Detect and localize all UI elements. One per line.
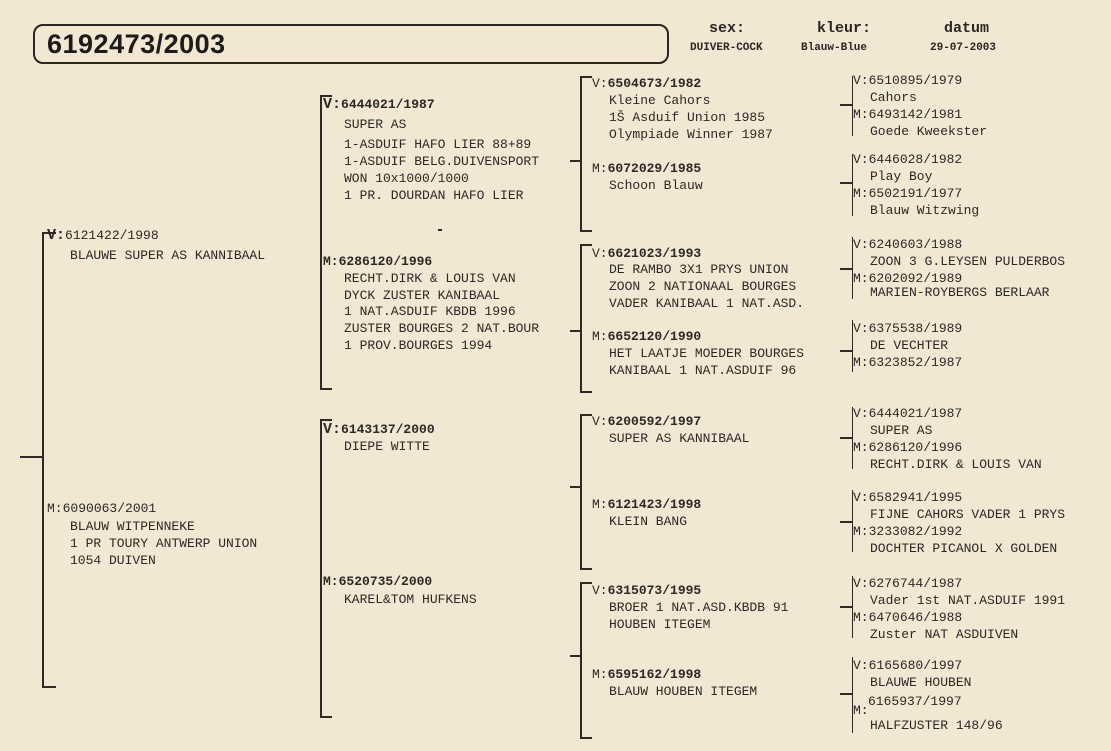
gen3-entry-7: V:6315073/1995 (592, 583, 702, 598)
gen4-entry-name: Blauw Witzwing (870, 203, 980, 218)
gen3-bracket-3 (580, 414, 582, 569)
gen3-entry-1: V:6504673/1982 (592, 76, 702, 91)
gen2-entry-4: M:6520735/2000 (323, 574, 433, 589)
gen3-entry-4-line: KANIBAAL 1 NAT.ASDUIF 96 (609, 363, 797, 378)
gen3-entry-1-line: 1Š Asduif Union 1985 (609, 110, 766, 125)
gen3-bracket-4-foot (580, 737, 592, 739)
gen2-entry-1-line: SUPER AS (344, 117, 407, 132)
sex-label: sex: (709, 20, 746, 37)
gen3-bracket-1-foot (580, 230, 592, 232)
gen3-bracket-2-cap (580, 244, 592, 246)
gen4-entry-name: FIJNE CAHORS VADER 1 PRYS (870, 507, 1066, 522)
gen4-tick-3 (840, 268, 852, 270)
gen4-tick-8 (840, 693, 852, 695)
color-value: Blauw-Blue (801, 42, 868, 54)
gen4-entry-name: DOCHTER PICANOL X GOLDEN (870, 541, 1058, 556)
sex-value: DUIVER-COCK (690, 42, 763, 54)
gen2-entry-2-line: DYCK ZUSTER KANIBAAL (344, 288, 501, 303)
gen1-bracket (42, 232, 44, 688)
gen3-entry-3-line: DE RAMBO 3X1 PRYS UNION (609, 262, 789, 277)
gen4-entry: V:6582941/1995 (853, 490, 963, 505)
gen2-entry-1-line: WON 10x1000/1000 (344, 171, 469, 186)
gen3-entry-2-line: Schoon Blauw (609, 178, 703, 193)
gen2-entry-2-line: RECHT.DIRK & LOUIS VAN (344, 271, 516, 286)
gen4-entry: V:6165680/1997 (853, 658, 963, 673)
gen4-entry: V:6276744/1987 (853, 576, 963, 591)
gen3-entry-8-line: BLAUW HOUBEN ITEGEM (609, 684, 758, 699)
gen1-bracket-bottom (42, 686, 56, 688)
gen4-entry: M:6202092/1989 (853, 271, 963, 286)
gen3-entry-3-line: VADER KANIBAAL 1 NAT.ASD. (609, 296, 805, 311)
gen4-entry-ring: 6165937/1997 (868, 694, 962, 709)
gen3-bracket-4-tick (570, 655, 580, 657)
gen2-entry-1: V:6444021/1987 (323, 96, 435, 113)
gen4-entry-name: ZOON 3 G.LEYSEN PULDERBOS (870, 254, 1066, 269)
gen4-entry-name: Goede Kweekster (870, 124, 988, 139)
gen3-entry-5: V:6200592/1997 (592, 414, 702, 429)
date-label: datum (944, 20, 990, 37)
gen3-entry-4-line: HET LAATJE MOEDER BOURGES (609, 346, 805, 361)
gen4-entry-name: BLAUWE HOUBEN (870, 675, 972, 690)
gen3-entry-7-line: HOUBEN ITEGEM (609, 617, 711, 632)
gen3-entry-1-line: Olympiade Winner 1987 (609, 127, 773, 142)
gen2-bracket-bottom (320, 419, 322, 717)
gen2-entry-1-line: 1-ASDUIF HAFO LIER 88+89 (344, 137, 532, 152)
gen4-tick-1 (840, 104, 852, 106)
gen1-dam-line: BLAUW WITPENNEKE (70, 519, 195, 534)
gen4-entry-name: MARIEN-ROYBERGS BERLAAR (870, 285, 1050, 300)
gen3-entry-6: M:6121423/1998 (592, 497, 702, 512)
gen4-entry: V:6446028/1982 (853, 152, 963, 167)
root-connector (20, 456, 42, 458)
gen4-entry: M:3233082/1992 (853, 524, 963, 539)
gen4-entry-name: Vader 1st NAT.ASDUIF 1991 (870, 593, 1066, 608)
gen2-entry-2: M:6286120/1996 (323, 254, 433, 269)
gen2-center-tick (438, 229, 442, 231)
gen4-entry: M:6470646/1988 (853, 610, 963, 625)
gen4-entry-name: SUPER AS (870, 423, 933, 438)
gen3-entry-3: V:6621023/1993 (592, 246, 702, 261)
color-label: kleur: (817, 20, 872, 37)
gen1-dam-line: 1054 DUIVEN (70, 553, 156, 568)
gen4-tick-2 (840, 182, 852, 184)
gen2-bracket-top (320, 95, 322, 389)
gen1-dam: M:6090063/2001 (47, 501, 157, 516)
gen3-entry-4: M:6652120/1990 (592, 329, 702, 344)
gen4-entry-name: HALFZUSTER 148/96 (870, 718, 1003, 733)
gen4-entry-role: M: (853, 703, 869, 718)
pedigree-title: 6192473/2003 (47, 29, 226, 59)
gen4-tick-4 (840, 350, 852, 352)
gen2-entry-3-line: DIEPE WITTE (344, 439, 430, 454)
date-value: 29-07-2003 (930, 42, 997, 54)
gen1-sire: V:6121422/1998 (47, 227, 159, 244)
gen4-entry: V:6510895/1979 (853, 73, 963, 88)
gen4-entry-name: Cahors (870, 90, 917, 105)
gen3-bracket-2 (580, 244, 582, 392)
gen2-entry-1-line: 1 PR. DOURDAN HAFO LIER (344, 188, 524, 203)
gen2-entry-1-line: 1-ASDUIF BELG.DUIVENSPORT (344, 154, 540, 169)
gen2-entry-2-line: ZUSTER BOURGES 2 NAT.BOUR (344, 321, 540, 336)
gen2-bracket-top-foot (320, 388, 332, 390)
gen3-bracket-4-cap (580, 582, 592, 584)
gen4-entry-name: RECHT.DIRK & LOUIS VAN (870, 457, 1042, 472)
gen1-sire-line: BLAUWE SUPER AS KANNIBAAL (70, 248, 266, 263)
gen3-entry-7-line: BROER 1 NAT.ASD.KBDB 91 (609, 600, 789, 615)
gen2-entry-2-line: 1 NAT.ASDUIF KBDB 1996 (344, 304, 516, 319)
gen4-entry: M:6286120/1996 (853, 440, 963, 455)
gen3-bracket-3-cap (580, 414, 592, 416)
gen4-tick-7 (840, 606, 852, 608)
gen3-entry-5-line: SUPER AS KANNIBAAL (609, 431, 750, 446)
gen4-entry-name: Play Boy (870, 169, 933, 184)
gen4-tick-5 (840, 437, 852, 439)
gen3-bracket-3-foot (580, 568, 592, 570)
gen4-entry-name: DE VECHTER (870, 338, 949, 353)
gen4-tick-6 (840, 521, 852, 523)
gen3-entry-2: M:6072029/1985 (592, 161, 702, 176)
gen4-entry: V:6240603/1988 (853, 237, 963, 252)
gen4-entry: M:6493142/1981 (853, 107, 963, 122)
gen3-entry-1-line: Kleine Cahors (609, 93, 711, 108)
title-box (33, 24, 669, 64)
gen2-entry-2-line: 1 PROV.BOURGES 1994 (344, 338, 493, 353)
gen3-bracket-4 (580, 582, 582, 738)
gen4-entry: M:6323852/1987 (853, 355, 963, 370)
gen3-entry-3-line: ZOON 2 NATIONAAL BOURGES (609, 279, 797, 294)
gen4-entry: V:6444021/1987 (853, 406, 963, 421)
gen3-bracket-3-tick (570, 486, 580, 488)
gen3-bracket-1-cap (580, 76, 592, 78)
gen2-entry-4-line: KAREL&TOM HUFKENS (344, 592, 477, 607)
gen3-entry-8: M:6595162/1998 (592, 667, 702, 682)
gen4-entry: V:6375538/1989 (853, 321, 963, 336)
gen3-bracket-2-foot (580, 391, 592, 393)
gen4-entry-name: Zuster NAT ASDUIVEN (870, 627, 1019, 642)
gen3-bracket-1 (580, 76, 582, 231)
gen3-bracket-2-tick (570, 330, 580, 332)
gen1-dam-line: 1 PR TOURY ANTWERP UNION (70, 536, 258, 551)
gen3-entry-6-line: KLEIN BANG (609, 514, 688, 529)
gen2-bracket-bottom-foot (320, 716, 332, 718)
gen4-entry: M:6502191/1977 (853, 186, 963, 201)
gen2-entry-3: V:6143137/2000 (323, 421, 435, 438)
gen3-bracket-1-tick (570, 160, 580, 162)
